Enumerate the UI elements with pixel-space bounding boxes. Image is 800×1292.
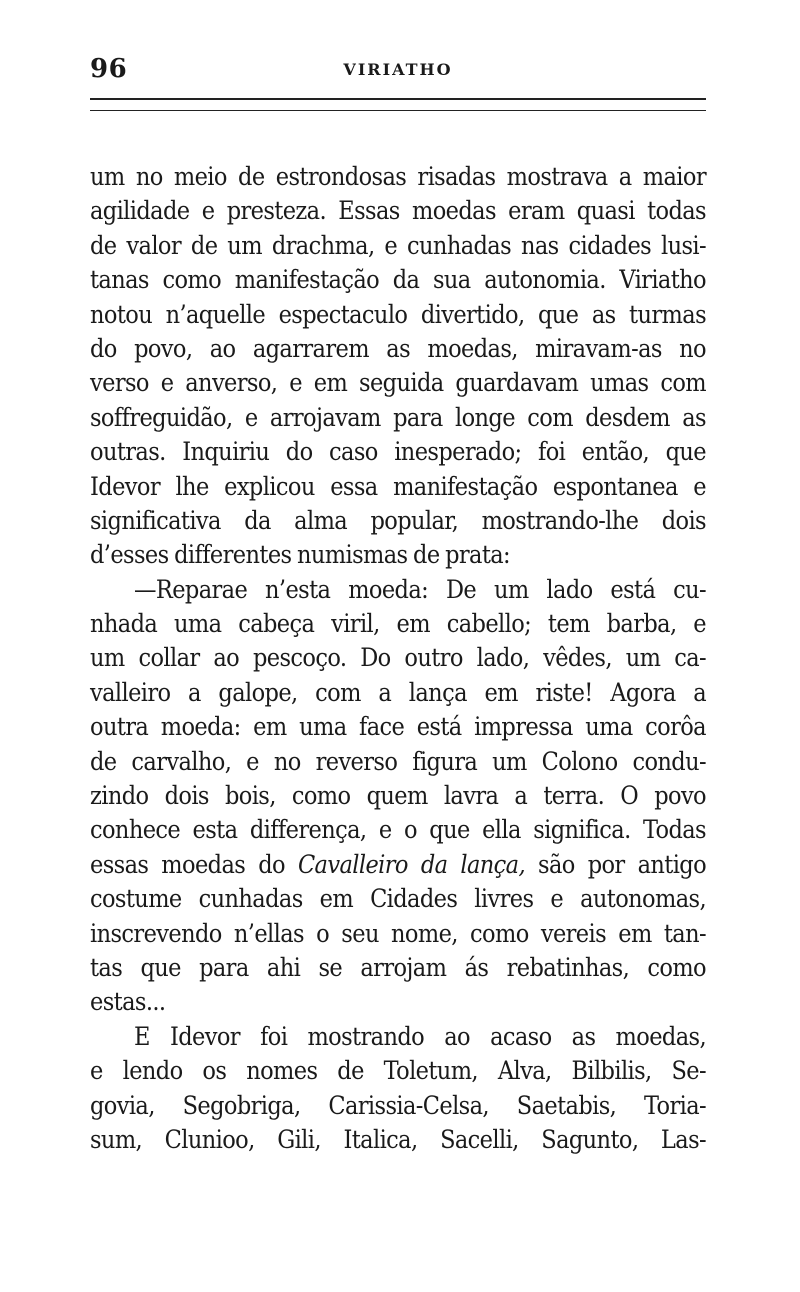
text-line: sum, Clunioo, Gili, Italica, Sacelli, Sagunto, Las- [90,1124,706,1154]
text-line: govia, Segobriga, Carissia-Celsa, Saetabis, Toria- [90,1090,706,1120]
text-line: um collar ao pescoço. Do outro lado, vêdes, um ca- [90,643,706,673]
text-line [90,848,706,882]
text-line: do povo, ao agarrarem as moedas, miravam-as no [90,333,706,363]
text-segment: são por antigo [538,849,707,879]
text-line: notou n’aquelle espectaculo divertido, que as turmas [90,299,706,329]
text-line: d’esses differentes numismas de prata: [90,540,511,570]
text-line: costume cunhadas em Cidades livres e autonomas, [90,884,706,914]
text-line: de carvalho, e no reverso figura um Colono condu- [90,746,706,776]
text-line: conhece esta differença, e o que ella significa. Todas [90,815,706,845]
italic-phrase: Cavalleiro da lança, [297,849,526,879]
text-line: nhada uma cabeça viril, em cabello; tem barba, e [90,609,706,639]
text-line: outra moeda: em uma face está impressa uma corôa [90,712,706,742]
text-line: outras. Inquiriu do caso inesperado; foi então, que [90,437,706,467]
text-line: significativa da alma popular, mostrando-lhe dois [90,505,706,535]
text-line: e lendo os nomes de Toletum, Alva, Bilbilis, Se- [90,1056,706,1086]
page-number: 96 [90,54,128,84]
text-line: Idevor lhe explicou essa manifestação espontanea e [90,471,706,501]
text-line: E Idevor foi mostrando ao acaso as moedas, [134,1021,706,1051]
header-rule-bottom [90,110,706,111]
page-header [90,54,706,84]
text-segment: essas moedas do [90,849,285,879]
text-line: verso e anverso, e em seguida guardavam umas com [90,368,706,398]
header-rule-top [90,98,706,100]
text-line: —Reparae n’esta moeda: De um lado está cu- [134,574,706,604]
text-line: soffreguidão, e arrojavam para longe com desdem as [90,402,706,432]
running-head: VIRIATHO [343,60,453,79]
body-text [90,160,706,1157]
text-line: zindo dois bois, como quem lavra a terra. O povo [90,781,706,811]
text-line: um no meio de estrondosas risadas mostrava a maior [90,162,706,191]
text-line: inscrevendo n’ellas o seu nome, como vereis em tan- [90,918,706,948]
text-line: estas... [90,987,166,1017]
text-line: tanas como manifestação da sua autonomia. Viriatho [90,265,706,295]
text-line: de valor de um drachma, e cunhadas nas cidades lusi- [90,230,706,260]
text-line: valleiro a galope, com a lança em riste! Agora a [90,677,706,707]
text-line: tas que para ahi se arrojam ás rebatinhas, como [90,952,706,982]
text-line: agilidade e presteza. Essas moedas eram quasi todas [90,196,706,226]
